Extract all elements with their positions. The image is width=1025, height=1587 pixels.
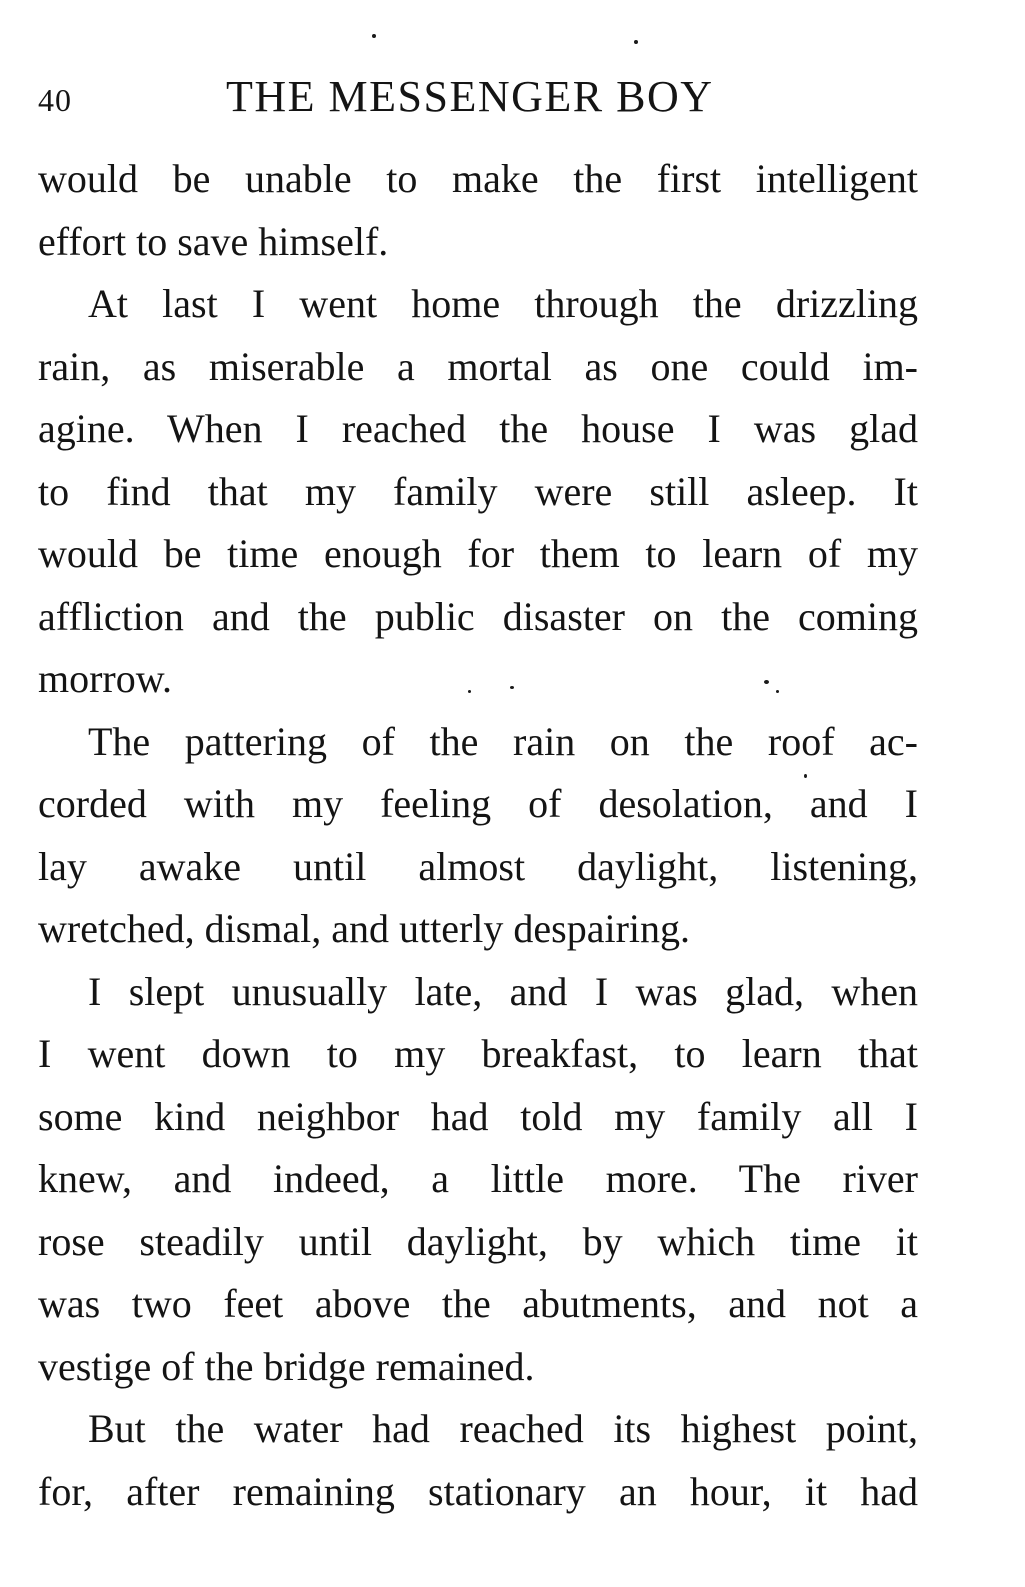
text-line: vestige of the bridge remained.	[38, 1343, 535, 1389]
text-line: corded with my feeling of desolation, and I	[38, 781, 918, 826]
body-text	[38, 148, 918, 1523]
text-line: rose steadily until daylight, by which time it	[38, 1218, 918, 1264]
scan-speck	[634, 40, 638, 44]
text-line: to find that my family were still asleep. It	[38, 468, 918, 514]
text-line: agine. When I reached the house I was glad	[38, 406, 918, 451]
text-line: morrow.	[38, 656, 173, 701]
text-line: would be time enough for them to learn of my	[38, 531, 918, 576]
text-line: I slept unusually late, and I was glad, when	[88, 968, 918, 1014]
text-line: The pattering of the rain on the roof ac-	[88, 718, 918, 764]
scan-speck	[468, 690, 471, 693]
page-number: 40	[38, 82, 72, 118]
text-line: effort to save himself.	[38, 218, 389, 264]
text-line: But the water had reached its highest point,	[88, 1406, 918, 1451]
scan-speck	[764, 680, 769, 684]
page-header	[38, 72, 918, 122]
text-line: At last I went home through the drizzling	[88, 281, 918, 326]
text-line: rain, as miserable a mortal as one could im-	[38, 343, 918, 389]
running-title: THE MESSENGER BOY	[226, 72, 714, 121]
text-line: was two feet above the abutments, and not a	[38, 1281, 918, 1326]
scan-speck	[510, 686, 514, 689]
scan-speck	[804, 774, 807, 778]
scan-speck	[776, 690, 779, 693]
text-line: knew, and indeed, a little more. The river	[38, 1156, 918, 1201]
text-line: I went down to my breakfast, to learn that	[38, 1031, 918, 1076]
text-line: lay awake until almost daylight, listening,	[38, 843, 918, 889]
text-line: wretched, dismal, and utterly despairing.	[38, 906, 691, 951]
text-line: some kind neighbor had told my family all I	[38, 1093, 918, 1139]
text-line: for, after remaining stationary an hour, it had	[38, 1468, 918, 1514]
scan-speck	[372, 34, 376, 38]
text-line: affliction and the public disaster on the coming	[38, 593, 918, 639]
text-line: would be unable to make the first intelligent	[38, 156, 918, 201]
